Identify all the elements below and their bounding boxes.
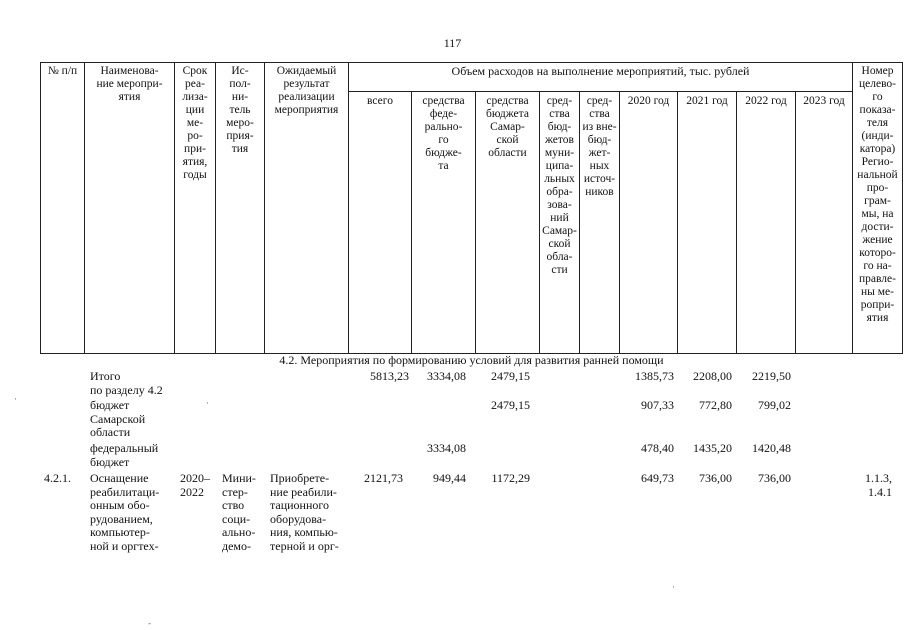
page-number: 117: [443, 36, 462, 50]
section-title: 4.2. Мероприятия по формированию условий для развития ранней помощи: [279, 353, 664, 367]
scan-speck: ·: [672, 582, 675, 592]
header-2020: 2020 год: [627, 95, 670, 107]
header-total: всего: [367, 95, 393, 107]
item-2021: 736,00: [699, 471, 732, 485]
scan-speck: ·: [14, 394, 17, 404]
header-term: Срок реа- лиза- ции ме- ро- при- ятия, годы: [182, 65, 208, 181]
header-name: Наименова- ние меропри- ятия: [96, 65, 163, 103]
row-total-label: Итого по разделу 4.2: [90, 369, 163, 397]
header-volume: Объем расходов на выполнение мероприятий, тыс. рублей: [451, 65, 750, 78]
header-extra: сред- ства из вне- бюд- жет- ных источ- ников: [582, 95, 617, 198]
row-regional-label: бюджет Самарской области: [90, 398, 146, 439]
row-regional-regional: 2479,15: [491, 398, 530, 412]
row-federal-label: федеральный бюджет: [90, 441, 159, 469]
row-regional-2021: 772,80: [699, 398, 732, 412]
item-indicator: 1.1.3, 1.4.1: [865, 471, 892, 499]
header-federal: средства феде- рально- го бюдже- та: [422, 95, 465, 172]
row-federal-2020: 478,40: [641, 441, 674, 455]
item-2022: 736,00: [758, 471, 791, 485]
item-num: 4.2.1.: [44, 471, 71, 485]
row-regional-2022: 799,02: [758, 398, 791, 412]
row-federal-federal: 3334,08: [427, 441, 466, 455]
row-total-2022: 2219,50: [752, 369, 791, 383]
item-federal: 949,44: [433, 471, 466, 485]
item-term: 2020– 2022: [180, 471, 210, 499]
item-expected: Приобрете- ние реабили- тационного оборудова- ния, компью- терной и орг-: [270, 471, 339, 553]
item-name: Оснащение реабилитаци- онным обо- рудованием, компьютер- ной и оргтех-: [90, 471, 160, 553]
row-total-2020: 1385,73: [635, 369, 674, 383]
header-2023: 2023 год: [803, 95, 845, 107]
scan-speck: ·: [206, 398, 209, 408]
scan-speck: -: [148, 618, 151, 628]
item-regional: 1172,29: [491, 471, 530, 485]
row-federal-2021: 1435,20: [693, 441, 732, 455]
header-executor: Ис- пол- ни- тель меро- прия- тия: [226, 65, 254, 155]
header-regional: средства бюджета Самар- ской области: [486, 95, 529, 159]
row-total-2021: 2208,00: [693, 369, 732, 383]
header-2022: 2022 год: [745, 95, 787, 107]
row-total-regional: 2479,15: [491, 369, 530, 383]
header-2021: 2021 год: [686, 95, 728, 107]
row-total-federal: 3334,08: [427, 369, 466, 383]
item-total: 2121,73: [364, 471, 403, 485]
row-regional-2020: 907,33: [641, 398, 674, 412]
header-num: № п/п: [47, 65, 78, 77]
item-2020: 649,73: [641, 471, 674, 485]
header-indicator: Номер целево- го показа- теля (инди- катора) Регио- нальной про- грам- мы, на дости- жение которо- го на- правле- ны ме- ропри- ятия: [857, 65, 898, 324]
item-executor: Мини- стер- ство соци- ально- демо-: [222, 471, 256, 553]
header-municipal: сред- ства бюд- жетов муни- ципа- льных обра- зова- ний Самар- ской обла- сти: [542, 95, 577, 276]
row-total-total: 5813,23: [370, 369, 409, 383]
header-expected: Ожидаемый результат реализации мероприятия: [274, 65, 339, 116]
row-federal-2022: 1420,48: [752, 441, 791, 455]
